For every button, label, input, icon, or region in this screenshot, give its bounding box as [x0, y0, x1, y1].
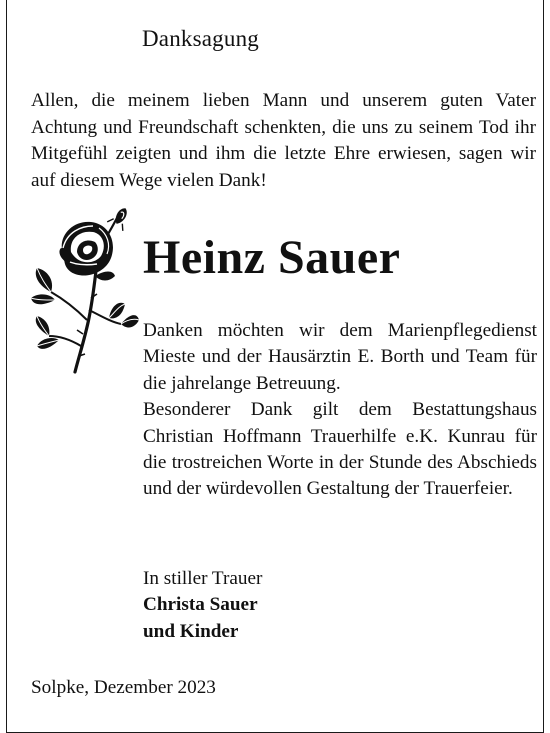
signature-family: und Kinder — [143, 620, 239, 642]
thanks-section — [143, 318, 537, 503]
signature-block — [143, 566, 262, 645]
notice-heading: Danksagung — [142, 26, 259, 51]
thanks-paragraph-funeral: Besonderer Dank gilt dem Bestattungshaus Christian Hoffmann Trauerhilfe e.K. Kunrau für die trostreichen Worte in der Stunde des Abschieds und der würdevollen Gestaltung der Trauerfeier. — [143, 399, 537, 500]
signature-name: Christa Sauer — [143, 594, 258, 616]
rose-icon — [29, 206, 139, 376]
notice-frame — [6, 0, 544, 733]
intro-paragraph: Allen, die meinem lieben Mann und unserem guten Vater Achtung und Freundschaft schenkten, die uns zu seinem Tod ihr Mitgefühl zeigten und ihm die letzte Ehre erwiesen, sagen wir auf diesem Wege vielen Dank! — [31, 90, 536, 191]
place-date: Solpke, Dezember 2023 — [31, 677, 216, 698]
signature-intro: In stiller Trauer — [143, 568, 263, 589]
thanks-paragraph-care: Danken möchten wir dem Marienpflegedienst Mieste und der Hausärztin E. Borth und Team für die jahrelange Betreuung. — [143, 320, 537, 394]
deceased-name: Heinz Sauer — [143, 231, 401, 284]
